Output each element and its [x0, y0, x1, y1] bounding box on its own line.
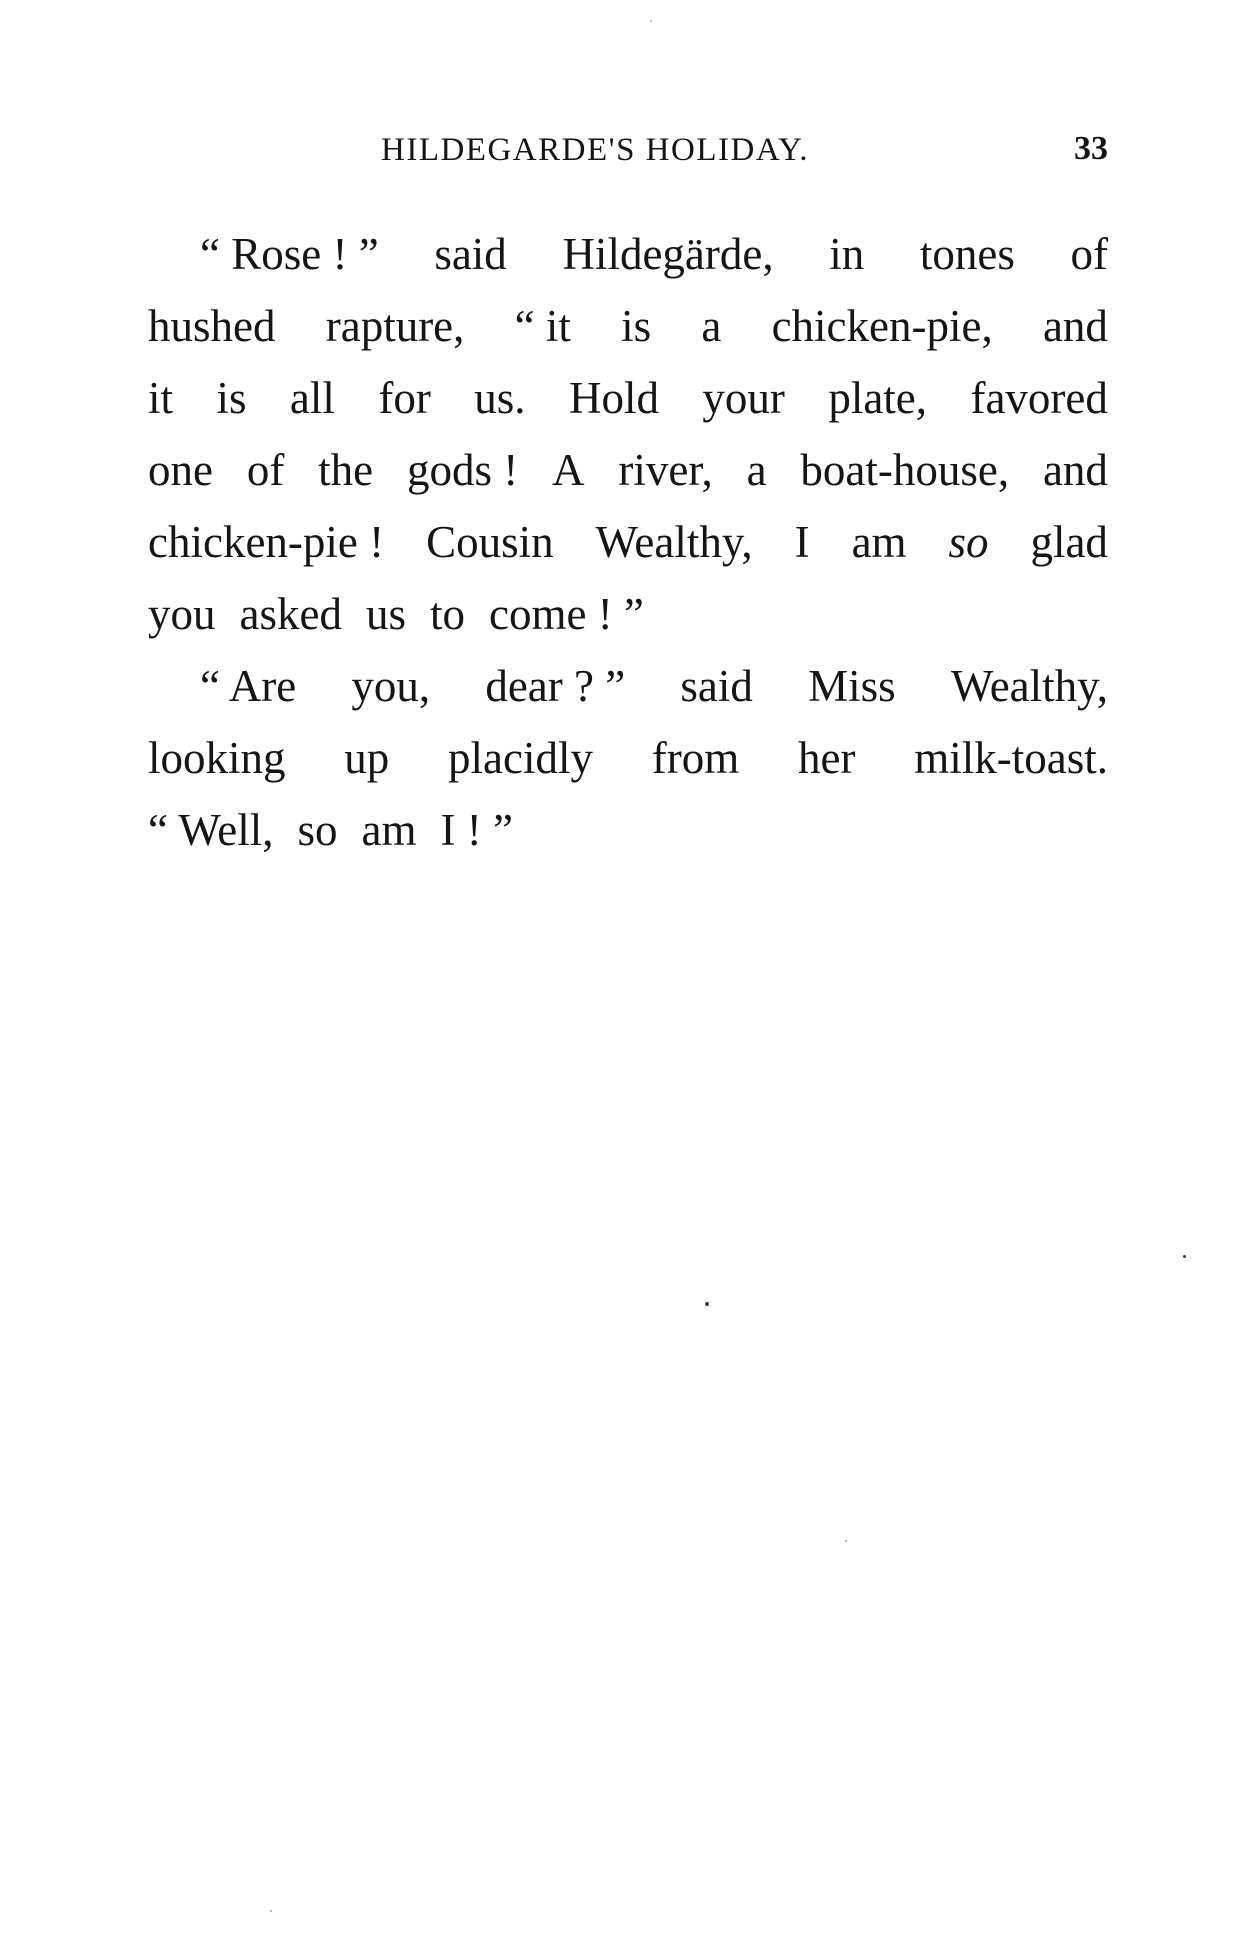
word: Wealthy, [950, 661, 1108, 711]
word: all [289, 373, 335, 423]
word: is [621, 301, 652, 351]
word: dear ? ” [485, 661, 626, 711]
word: for [378, 373, 431, 423]
scan-speck [1183, 1255, 1186, 1258]
word: up [344, 733, 390, 783]
text-line [148, 218, 1108, 290]
word: your [702, 373, 785, 423]
word: “ Are [200, 661, 297, 711]
word: said [680, 661, 753, 711]
word: us. [474, 373, 526, 423]
word: Cousin [426, 517, 554, 567]
paragraph-1 [148, 218, 1108, 650]
word: asked [239, 589, 342, 639]
word: in [829, 229, 865, 279]
word: Hold [568, 373, 659, 423]
scan-speck [270, 1910, 272, 1912]
word: of [246, 445, 285, 495]
word: “ Well, [148, 805, 274, 855]
word: milk-toast. [914, 733, 1108, 783]
word: said [434, 229, 507, 279]
paragraph-2 [148, 650, 1108, 866]
word: “ it [514, 301, 571, 351]
running-head [148, 132, 1108, 180]
word: boat-house, [800, 445, 1010, 495]
running-title: HILDEGARDE'S HOLIDAY. [381, 132, 809, 168]
page-number: 33 [1074, 130, 1108, 167]
word: chicken-pie, [771, 301, 993, 351]
word: am [851, 517, 907, 567]
word: so [297, 805, 338, 855]
word: to [429, 589, 465, 639]
scan-speck [705, 1302, 709, 1306]
word: come ! ” [489, 589, 644, 639]
word: you, [351, 661, 431, 711]
word: favored [970, 373, 1108, 423]
word: I ! ” [440, 805, 513, 855]
scan-speck [650, 20, 652, 22]
body-text [148, 218, 1108, 866]
word: Hildegärde, [562, 229, 774, 279]
word: hushed [148, 301, 276, 351]
word: placidly [448, 733, 594, 783]
word: it [148, 373, 174, 423]
text-line [148, 650, 1108, 722]
text-line [148, 362, 1108, 434]
word: you [148, 589, 216, 639]
word: glad [1030, 517, 1108, 567]
word: Miss [808, 661, 896, 711]
text-line [148, 794, 1108, 866]
word: Wealthy, [595, 517, 753, 567]
word: I [794, 517, 810, 567]
word: us [365, 589, 406, 639]
word: a [746, 445, 767, 495]
word: looking [148, 733, 286, 783]
word: one [148, 445, 213, 495]
word: plate, [828, 373, 928, 423]
text-line [148, 578, 1108, 650]
word: is [216, 373, 247, 423]
word: am [361, 805, 417, 855]
word: “ Rose ! ” [200, 229, 379, 279]
word: and [1042, 445, 1108, 495]
scan-speck [845, 1540, 847, 1542]
word: gods ! [406, 445, 519, 495]
text-line [148, 290, 1108, 362]
word: rapture, [325, 301, 465, 351]
word: the [318, 445, 374, 495]
text-line [148, 434, 1108, 506]
word: and [1042, 301, 1108, 351]
word: of [1070, 229, 1108, 279]
word: river, [618, 445, 713, 495]
word: her [798, 733, 856, 783]
emphasis-word: so [948, 517, 989, 567]
word: a [701, 301, 722, 351]
word: chicken-pie ! [148, 517, 385, 567]
word: A [552, 445, 585, 495]
text-line [148, 506, 1108, 578]
word: from [651, 733, 740, 783]
word: tones [919, 229, 1015, 279]
text-line [148, 722, 1108, 794]
